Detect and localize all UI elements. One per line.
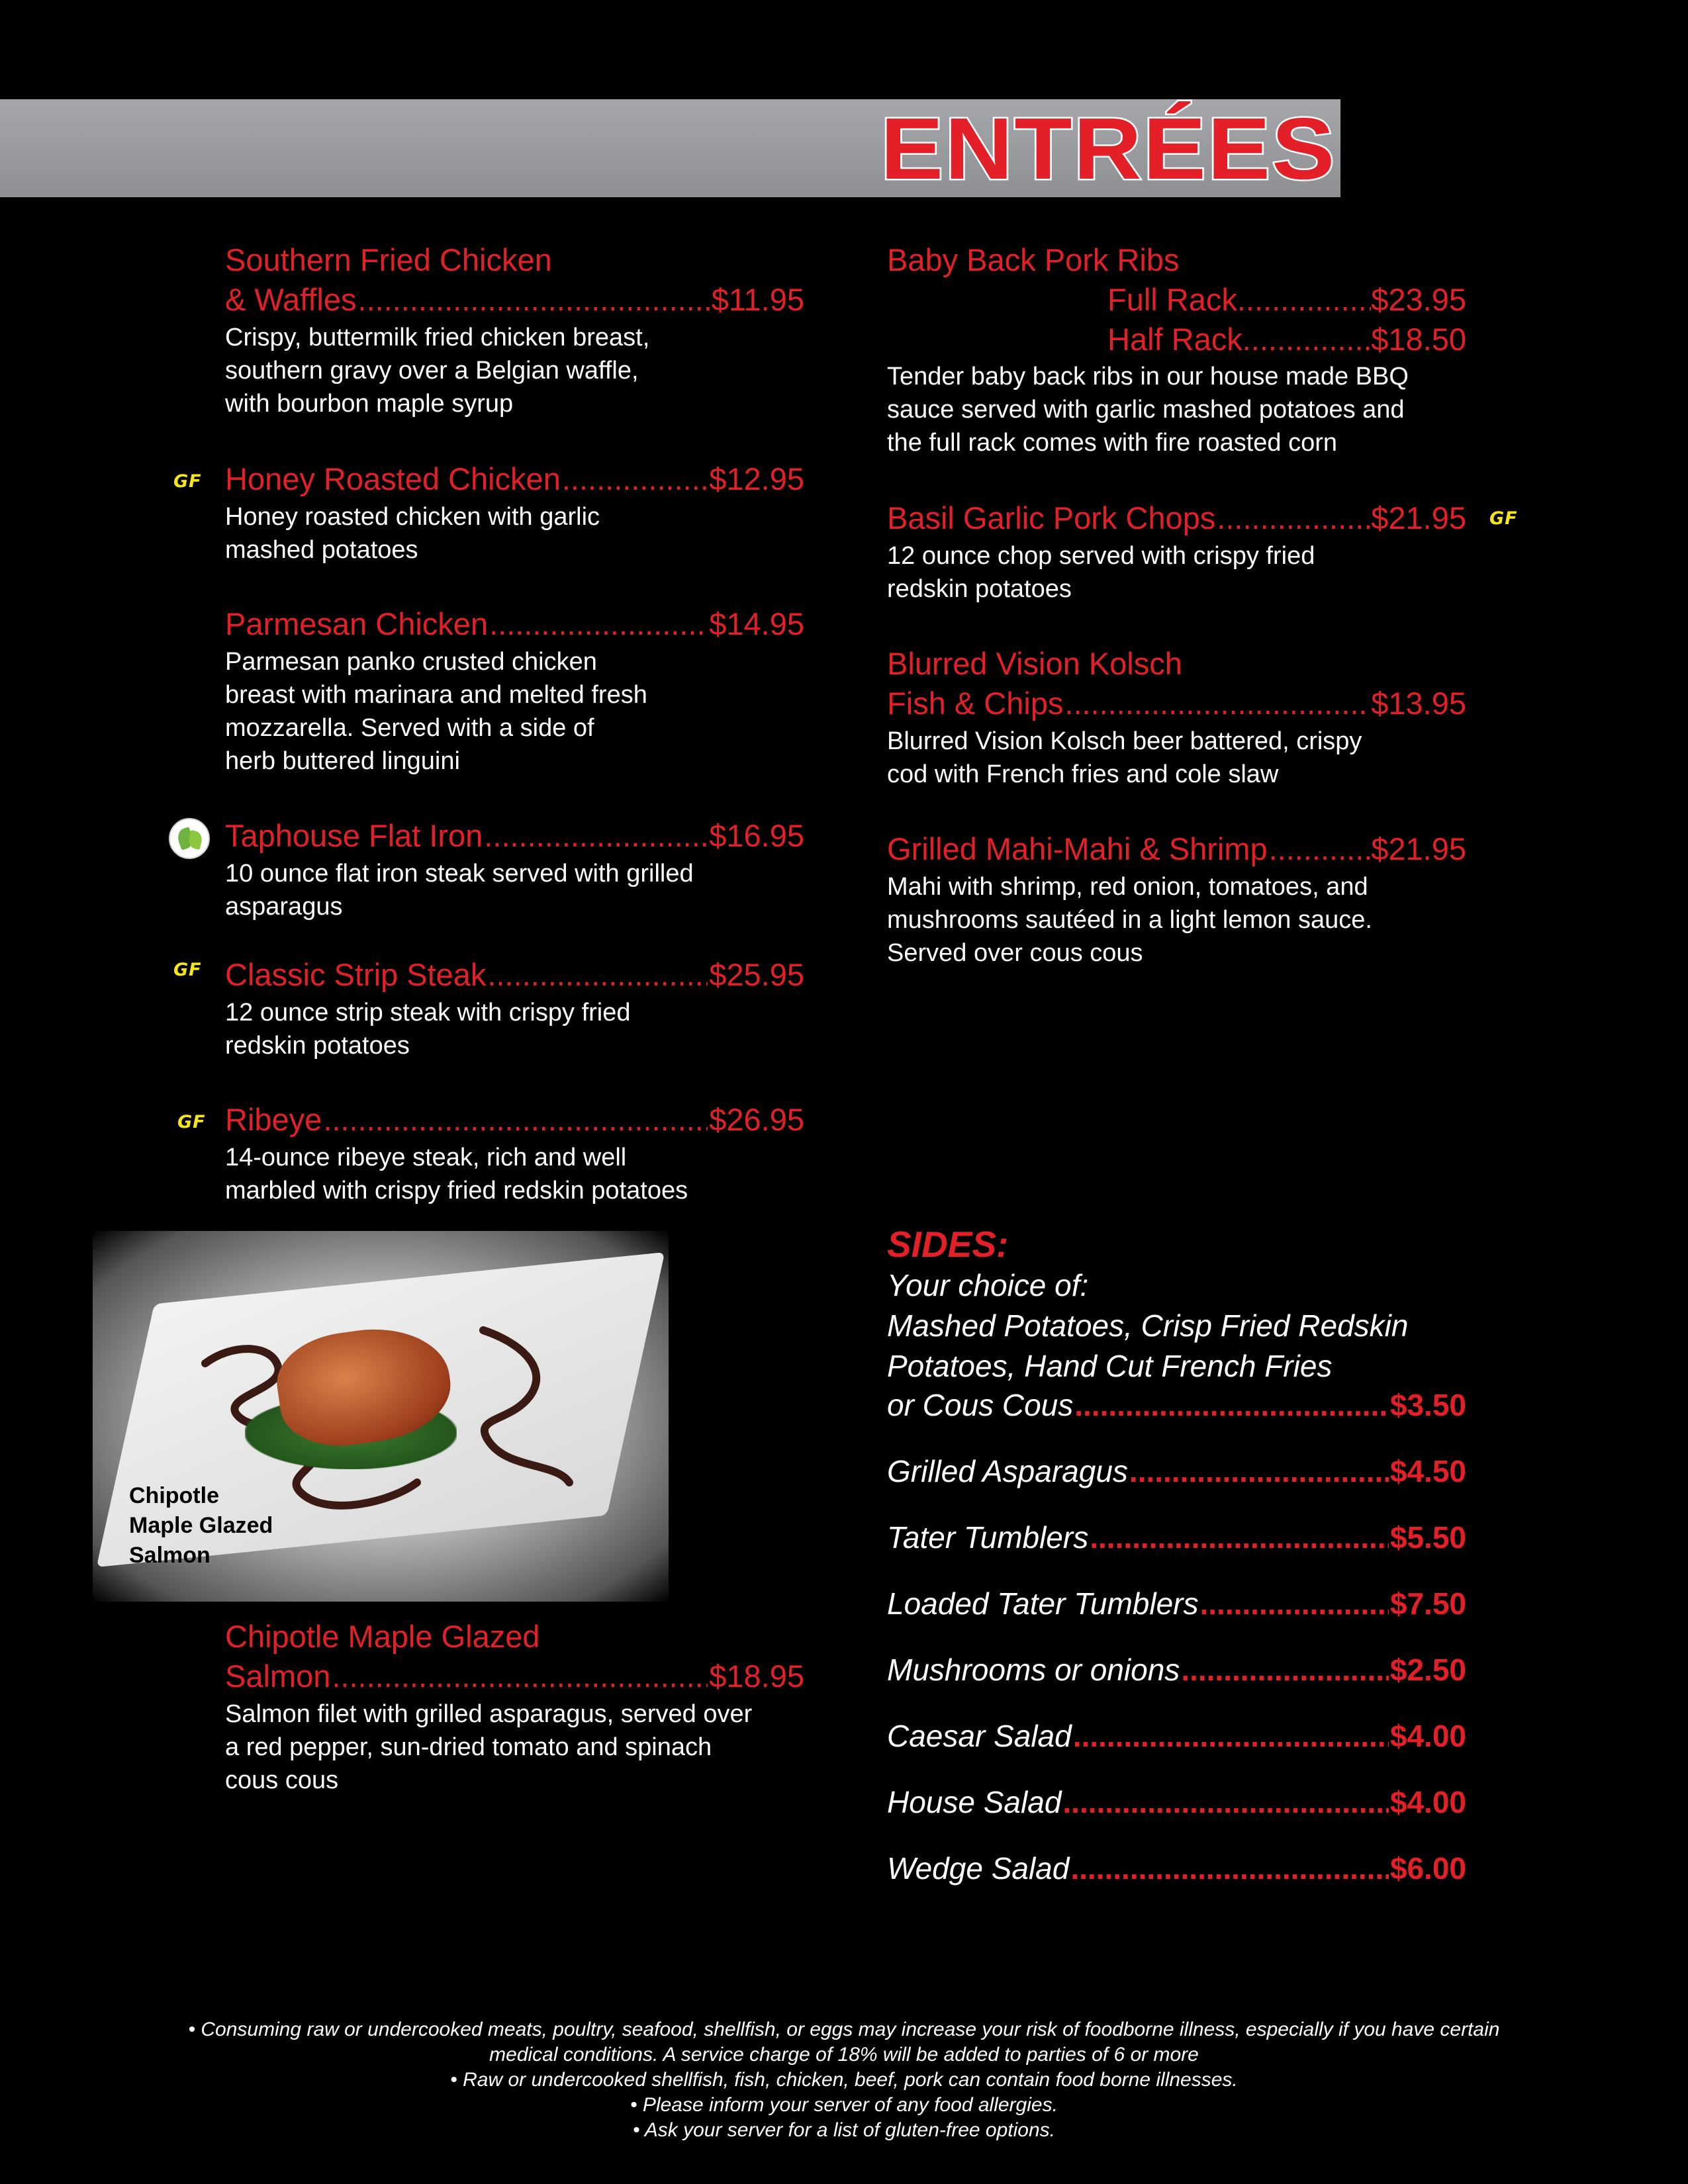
menu-item-parmesan-chicken xyxy=(225,604,804,778)
menu-item-chipotle-maple-glazed-salmon xyxy=(225,1617,804,1797)
item-description: mashed potatoes xyxy=(225,536,418,564)
sides-heading: SIDES: xyxy=(887,1224,1009,1265)
item-name: Ribeye xyxy=(225,1102,322,1137)
item-description: breast with marinara and melted fresh xyxy=(225,681,647,709)
item-price: $12.95 xyxy=(709,461,804,496)
item-name: & Waffles xyxy=(225,282,357,317)
menu-item-fish-and-chips xyxy=(887,644,1466,791)
item-description: asparagus xyxy=(225,893,343,921)
item-description: mushrooms sautéed in a light lemon sauce. xyxy=(887,906,1372,934)
menu-item-baby-back-pork-ribs xyxy=(887,240,1466,280)
menu-item-honey-roasted-chicken xyxy=(225,459,804,567)
side-item: Tater Tumblers ..... $5.50 xyxy=(887,1518,1466,1557)
item-description: redskin potatoes xyxy=(887,575,1072,603)
item-name: Taphouse Flat Iron xyxy=(225,818,483,853)
disclaimer-line: medical conditions. A service charge of 18% will be added to parties of 6 or more xyxy=(489,2044,1199,2066)
item-name: Salmon xyxy=(225,1659,331,1694)
gluten-free-badge: GF xyxy=(177,1112,206,1132)
item-description: southern gravy over a Belgian waffle, xyxy=(225,357,639,385)
side-item: Mushrooms or onions ..... $2.50 xyxy=(887,1650,1466,1690)
side-item: or Cous Cous ..... $3.50 xyxy=(887,1385,1466,1425)
sides-intro: Your choice of: Mashed Potatoes, Crisp Fried Redskin Potatoes, Hand Cut French Fries xyxy=(887,1268,1409,1383)
side-item: House Salad ..... $4.00 xyxy=(887,1782,1466,1822)
item-name-line1: Blurred Vision Kolsch xyxy=(887,646,1182,681)
item-description: cod with French fries and cole slaw xyxy=(887,760,1279,788)
item-name: Grilled Mahi-Mahi & Shrimp xyxy=(887,831,1268,866)
item-description: Parmesan panko crusted chicken xyxy=(225,648,597,676)
item-description: a red pepper, sun-dried tomato and spinach xyxy=(225,1733,712,1761)
item-name-line1: Baby Back Pork Ribs xyxy=(887,242,1180,277)
vegetable-icon xyxy=(169,818,210,859)
menu-item-mahi-mahi-shrimp xyxy=(887,829,1466,970)
item-description: Crispy, buttermilk fried chicken breast, xyxy=(225,324,650,351)
menu-item-basil-garlic-pork-chops xyxy=(887,498,1466,606)
item-description: herb buttered linguini xyxy=(225,747,460,775)
item-description: 12 ounce chop served with crispy fried xyxy=(887,542,1315,570)
page-title: ENTRÉES xyxy=(880,100,1336,197)
item-description: Honey roasted chicken with garlic xyxy=(225,503,600,531)
menu-item-ribeye xyxy=(225,1100,804,1207)
item-price: $21.95 xyxy=(1371,500,1466,535)
photo-caption: Chipotle Maple Glazed Salmon xyxy=(129,1483,273,1568)
item-description: with bourbon maple syrup xyxy=(225,390,514,418)
item-description: Blurred Vision Kolsch beer battered, crispy xyxy=(887,727,1362,755)
side-item: Caesar Salad ..... $4.00 xyxy=(887,1716,1466,1756)
disclaimer-line: • Ask your server for a list of gluten-free options. xyxy=(633,2119,1055,2141)
option-half-rack: Half Rack ..... $18.50 xyxy=(1107,320,1466,359)
item-description: 12 ounce strip steak with crispy fried xyxy=(225,999,631,1026)
item-price: $18.95 xyxy=(709,1659,804,1694)
item-price: $14.95 xyxy=(709,606,804,641)
side-item: Loaded Tater Tumblers ..... $7.50 xyxy=(887,1584,1466,1623)
item-name-line1: Southern Fried Chicken xyxy=(225,242,552,277)
item-description: Tender baby back ribs in our house made BBQ xyxy=(887,363,1409,390)
item-description-block xyxy=(887,360,1483,459)
menu-item-southern-fried-chicken xyxy=(225,240,804,420)
item-price: $26.95 xyxy=(709,1102,804,1137)
item-description: marbled with crispy fried redskin potatoes xyxy=(225,1177,688,1205)
footer-disclaimer xyxy=(0,2017,1688,2143)
item-price: $21.95 xyxy=(1371,831,1466,866)
side-item: Wedge Salad ..... $6.00 xyxy=(887,1848,1466,1888)
menu-item-classic-strip-steak xyxy=(225,955,804,1062)
side-item: Grilled Asparagus ..... $4.50 xyxy=(887,1451,1466,1491)
item-description: Served over cous cous xyxy=(887,939,1143,967)
disclaimer-line: • Consuming raw or undercooked meats, poultry, seafood, shellfish, or eggs may increase your risk of foodborne illness, especially if you have certain xyxy=(188,2019,1500,2040)
item-price: $11.95 xyxy=(711,282,804,317)
item-description: 14-ounce ribeye steak, rich and well xyxy=(225,1144,627,1171)
gluten-free-badge: GF xyxy=(173,471,202,492)
item-name-line1: Chipotle Maple Glazed xyxy=(225,1619,540,1654)
item-name: Fish & Chips xyxy=(887,686,1064,721)
item-description: Salmon filet with grilled asparagus, served over xyxy=(225,1700,753,1728)
menu-item-taphouse-flat-iron xyxy=(225,816,804,923)
gluten-free-badge: GF xyxy=(1489,508,1518,529)
item-description: the full rack comes with fire roasted corn xyxy=(887,429,1338,457)
gluten-free-badge: GF xyxy=(173,960,202,980)
disclaimer-line: • Raw or undercooked shellfish, fish, chicken, beef, pork can contain food borne illnesses. xyxy=(450,2069,1238,2091)
item-name: Classic Strip Steak xyxy=(225,957,487,992)
item-price: $25.95 xyxy=(709,957,804,992)
item-name: Parmesan Chicken xyxy=(225,606,489,641)
item-price: $16.95 xyxy=(709,818,804,853)
item-description: mozzarella. Served with a side of xyxy=(225,714,594,742)
item-description: cous cous xyxy=(225,1766,339,1794)
item-description: Mahi with shrimp, red onion, tomatoes, and xyxy=(887,873,1368,901)
item-description: redskin potatoes xyxy=(225,1032,410,1060)
option-full-rack: Full Rack ..... $23.95 xyxy=(1107,280,1466,320)
item-description: 10 ounce flat iron steak served with grilled xyxy=(225,860,694,887)
disclaimer-line: • Please inform your server of any food allergies. xyxy=(630,2094,1058,2116)
item-price: $13.95 xyxy=(1371,686,1466,721)
item-name: Basil Garlic Pork Chops xyxy=(887,500,1216,535)
item-name: Honey Roasted Chicken xyxy=(225,461,561,496)
item-description: sauce served with garlic mashed potatoes and xyxy=(887,396,1405,424)
